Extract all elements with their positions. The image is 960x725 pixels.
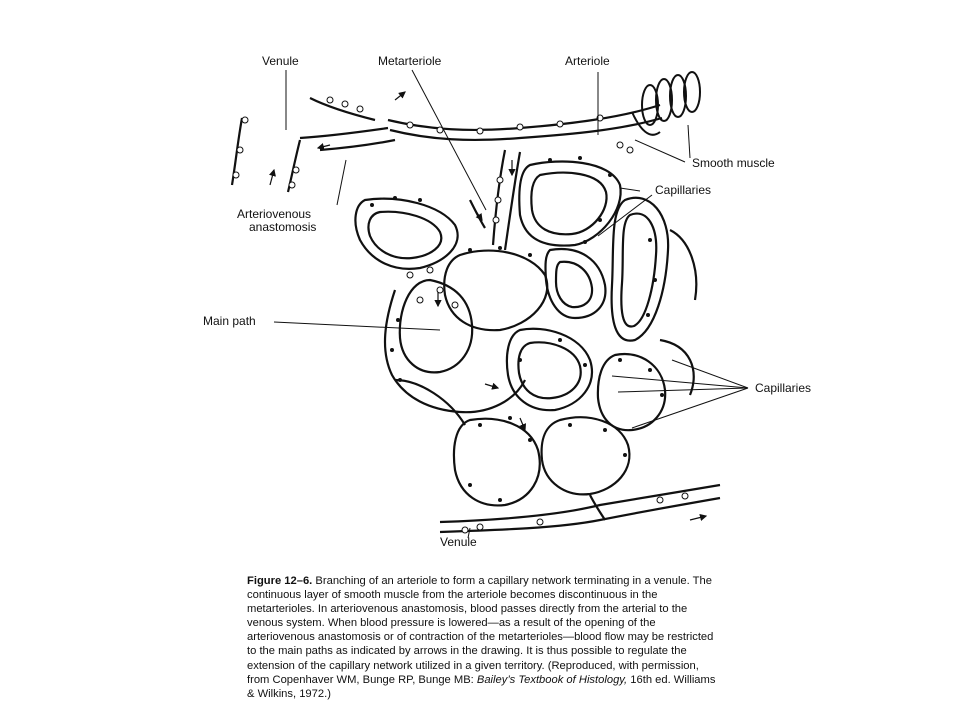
caption-book-title: Bailey’s Textbook of Histology, [476,673,628,686]
flow-arrows [270,92,706,520]
leader-lines [274,70,748,538]
smooth-muscle-coil [632,72,700,135]
label-arteriole: Arteriole [565,54,610,68]
figure-label: Figure 12–6. [247,575,313,587]
leader-smooth-muscle-2 [688,125,690,158]
leader-av-anastomosis [337,160,346,205]
leader-capillaries-right-2 [618,388,748,392]
arteriole-vessel [300,105,662,140]
caption-text-1: Branching of an arteriole to form a capillary network terminating in a venule. The continuous layer of smooth muscle from the arteriole becomes discontinuous in the metarterioles. In arteriovenous anastomosis, blood passes directly from the arterial to the venous system. When blood pressure is lowered—as a result of the opening of the arteriovenous anastomosis or of contraction of the metarterioles—blood flow may be restricted to the main paths as indicated by arrows in the drawing. It is thus possible to regulate the extension of the capillary network utilized in a given territory. (Reproduced, with permission, from Copenhaver WM, Bunge RP, Bunge MB: [247,575,714,686]
leader-capillaries-top-1 [620,188,640,191]
label-capillaries-right: Capillaries [755,381,812,395]
label-av-anastomosis-line1: Arteriovenous [237,207,312,221]
label-av-anastomosis-line2: anastomosis [249,220,317,234]
label-venule-bottom: Venule [440,535,477,549]
label-capillaries-top: Capillaries [655,183,712,197]
label-metarteriole: Metarteriole [378,54,442,68]
caption-text-2: 16th ed. Williams & Wilkins, 1972.) [247,673,716,700]
venule-top-vessel [232,98,395,192]
leader-capillaries-right-4 [672,360,748,388]
leader-main-path [274,322,440,330]
label-smooth-muscle: Smooth muscle [692,156,775,170]
leader-capillaries-right-1 [612,376,748,388]
label-venule-top: Venule [262,54,299,68]
label-main-path: Main path [203,314,256,328]
figure-caption [247,574,717,701]
leader-smooth-muscle-1 [635,140,685,162]
capillary-network [355,162,696,506]
